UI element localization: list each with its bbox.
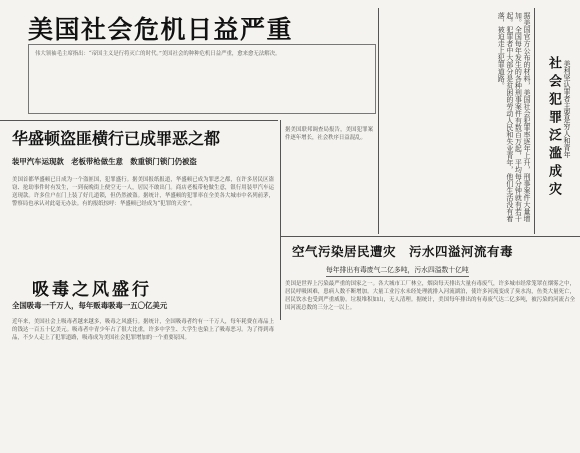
article3-subtitle: 每年排出有毒废气二亿多吨，污水四溢数十亿吨 [326, 264, 469, 277]
divider [0, 120, 278, 121]
article2-subtitle: 全国吸毒一千万人，每年贩毒吸毒一五〇亿美元 [12, 301, 168, 310]
editor-note-text: 伟大领袖毛主席指出：“帝国主义是行将灭亡的时代。”美国社会的种种危机日益严重，愈来愈无法解决。 [35, 51, 281, 57]
article3-title: 空气污染居民遭灾 污水四溢河流有毒 [292, 244, 514, 259]
main-title: 美国社会危机日益严重 [28, 15, 294, 44]
article1-title: 华盛顿盗匪横行已成罪恶之都 [12, 129, 221, 148]
divider [378, 8, 379, 234]
article2-body: 近年来，美国社会上吸毒者越来越多，吸毒之风盛行。据统计，全国吸毒者约有一千万人，每年耗费在毒品上的钱达一百五十亿美元。吸毒者中青少年占了很大比重，许多中学生、大学生也染上了吸毒恶习。为了得到毒品，不少人走上了犯罪道路，吸毒成为美国社会犯罪增加的一个重要原因。 [12, 319, 274, 342]
divider [534, 8, 535, 234]
editor-note [28, 44, 376, 114]
article4-body: 据美国官方公布的材料，美国社会犯罪率逐年上升，刑事案件大量增加。全国每年发生的各种刑事案件有数百万起，平均每分钟就有若干起。犯罪者中大部分是贫困的劳动人民和失业青年，他们生活没有着落，被迫走上犯罪道路。 [497, 12, 531, 222]
divider [280, 236, 580, 237]
divider [280, 120, 281, 320]
article3-body: 美国是世界上污染最严重的国家之一。各大城市工厂林立，烟囱每天排出大量有毒废气，许多城市经常笼罩在烟雾之中，居民呼吸困难，患病人数不断增加。大量工业污水未经处理就排入河流湖泊，使许多河流变成了臭水沟，鱼类大量死亡，居民饮水也受到严重威胁。垃圾堆积如山，无人清理。据统计，美国每年排出的有毒废气达二亿多吨，被污染的河流占全国河流总数的三分之一以上。 [285, 281, 575, 312]
article2-title: 吸毒之风盛行 [32, 280, 152, 300]
article1-subtitle: 装甲汽车运现款 老板带枪做生意 数重锁门锁门仍被盗 [12, 157, 197, 166]
article4-title: 社会犯罪泛滥成灾 [546, 56, 561, 200]
article4-subtitle: 美利坚认罪者主要是穷人和青年 [563, 60, 571, 158]
article1-body: 美国首都华盛顿已日成为一个盗匪国，犯罪盛行。据美国报纸报道，华盛顿已成为罪恶之都，在许多居民区盗窃、抢劫事件时有发生，一到夜晚街上便空无一人，居民不敢出门。商店老板带枪做生意，银行用装甲汽车运送现款。许多住户在门上装了好几道锁，但仍然被盗。据统计，华盛顿的犯罪率在全美各大城市中名列前茅，警察局也承认对此毫无办法。有的报纸惊呼：华盛顿已经成为“犯罪的天堂”。 [12, 177, 274, 208]
article1-body-cont: 据美国联邦调查局报告，美国犯罪案件逐年增长，社会秩序日益混乱。 [285, 127, 373, 142]
